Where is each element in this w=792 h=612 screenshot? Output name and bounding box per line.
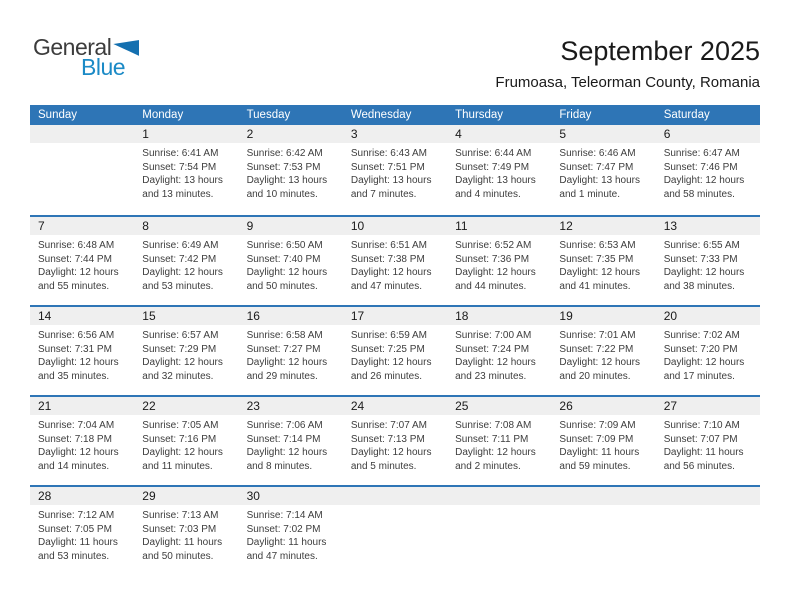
day-detail-line: Sunset: 7:31 PM xyxy=(38,343,112,355)
day-details xyxy=(551,235,655,293)
date-number: 17 xyxy=(343,307,447,325)
day-detail-line: Sunrise: 6:59 AM xyxy=(350,330,427,341)
day-detail-line: Daylight: 13 hours and 13 minutes. xyxy=(142,175,223,200)
day-detail-line: Sunrise: 6:49 AM xyxy=(142,240,219,251)
date-number: 26 xyxy=(551,397,655,415)
date-number: 16 xyxy=(239,307,343,325)
day-detail-line: Sunset: 7:47 PM xyxy=(559,161,634,173)
day-detail-line: Daylight: 12 hours and 38 minutes. xyxy=(663,267,745,292)
day-detail-line: Daylight: 12 hours and 44 minutes. xyxy=(455,267,536,292)
date-number xyxy=(343,487,447,505)
day-details xyxy=(343,415,447,473)
week-row xyxy=(30,305,760,395)
day-details xyxy=(551,415,655,473)
day-details xyxy=(656,143,760,201)
day-detail-line: Sunset: 7:38 PM xyxy=(350,253,425,265)
day-details xyxy=(656,415,760,473)
day-details xyxy=(239,235,343,293)
day-detail-line: Sunrise: 6:46 AM xyxy=(559,148,636,159)
day-detail-line: Sunrise: 6:55 AM xyxy=(663,240,740,251)
day-cell xyxy=(134,307,238,395)
day-detail-line: Daylight: 13 hours and 10 minutes. xyxy=(246,175,328,200)
calendar-grid xyxy=(30,125,760,575)
day-details xyxy=(343,325,447,383)
weekday-header-sunday: Sunday xyxy=(38,109,78,121)
day-detail-line: Daylight: 12 hours and 23 minutes. xyxy=(455,357,536,382)
date-number: 13 xyxy=(656,217,760,235)
date-number: 9 xyxy=(239,217,343,235)
day-cell xyxy=(343,125,447,215)
day-detail-line: Sunrise: 7:10 AM xyxy=(663,420,740,431)
day-detail-line: Sunset: 7:02 PM xyxy=(246,523,321,535)
date-number: 15 xyxy=(134,307,238,325)
day-details xyxy=(134,505,238,563)
date-number: 12 xyxy=(551,217,655,235)
weekday-header-wednesday: Wednesday xyxy=(350,109,412,121)
logo-text-general: General xyxy=(33,34,112,60)
day-detail-line: Sunset: 7:18 PM xyxy=(38,433,112,445)
day-detail-line: Sunset: 7:09 PM xyxy=(559,433,634,445)
day-detail-line: Sunset: 7:25 PM xyxy=(350,343,425,355)
date-number xyxy=(447,487,551,505)
day-cell xyxy=(30,397,134,485)
day-detail-line: Sunrise: 6:50 AM xyxy=(246,240,323,251)
day-cell xyxy=(30,487,134,575)
weekday-header-row xyxy=(30,105,760,125)
day-detail-line: Sunrise: 6:51 AM xyxy=(350,240,427,251)
day-details xyxy=(134,143,238,201)
date-number: 1 xyxy=(134,125,238,143)
day-detail-line: Sunset: 7:53 PM xyxy=(246,161,321,173)
date-number: 6 xyxy=(656,125,760,143)
week-row xyxy=(30,395,760,485)
day-cell xyxy=(656,397,760,485)
day-detail-line: Sunrise: 7:02 AM xyxy=(663,330,740,341)
day-detail-line: Daylight: 11 hours and 53 minutes. xyxy=(38,537,118,562)
day-cell xyxy=(343,307,447,395)
date-number: 28 xyxy=(30,487,134,505)
day-cell xyxy=(447,397,551,485)
day-cell xyxy=(30,307,134,395)
day-detail-line: Sunrise: 6:57 AM xyxy=(142,330,219,341)
day-detail-line: Sunset: 7:22 PM xyxy=(559,343,634,355)
day-detail-line: Sunrise: 6:41 AM xyxy=(142,148,219,159)
day-cell xyxy=(551,125,655,215)
day-detail-line: Daylight: 13 hours and 4 minutes. xyxy=(455,175,536,200)
day-cell xyxy=(551,397,655,485)
empty-day-cell xyxy=(343,487,447,575)
day-cell xyxy=(656,217,760,305)
week-row xyxy=(30,215,760,305)
day-detail-line: Sunset: 7:42 PM xyxy=(142,253,217,265)
empty-day-cell xyxy=(30,125,134,215)
date-number: 24 xyxy=(343,397,447,415)
day-cell xyxy=(134,217,238,305)
day-cell xyxy=(343,217,447,305)
date-number: 20 xyxy=(656,307,760,325)
day-detail-line: Sunrise: 6:48 AM xyxy=(38,240,115,251)
day-cell xyxy=(239,217,343,305)
day-detail-line: Sunrise: 7:08 AM xyxy=(455,420,532,431)
day-cell xyxy=(447,307,551,395)
day-details xyxy=(239,505,343,563)
day-details xyxy=(30,505,134,563)
date-number: 14 xyxy=(30,307,134,325)
day-details xyxy=(30,235,134,293)
day-details xyxy=(134,325,238,383)
day-detail-line: Daylight: 11 hours and 50 minutes. xyxy=(142,537,223,562)
day-cell xyxy=(343,397,447,485)
date-number: 11 xyxy=(447,217,551,235)
day-detail-line: Sunset: 7:44 PM xyxy=(38,253,112,265)
day-detail-line: Sunset: 7:03 PM xyxy=(142,523,217,535)
date-number: 3 xyxy=(343,125,447,143)
day-detail-line: Sunrise: 7:14 AM xyxy=(246,510,323,521)
day-detail-line: Daylight: 12 hours and 58 minutes. xyxy=(663,175,745,200)
date-number xyxy=(30,125,134,143)
weekday-header-monday: Monday xyxy=(142,109,184,121)
day-details xyxy=(134,235,238,293)
day-detail-line: Sunrise: 7:09 AM xyxy=(559,420,636,431)
day-detail-line: Sunset: 7:54 PM xyxy=(142,161,217,173)
day-detail-line: Sunrise: 7:01 AM xyxy=(559,330,636,341)
day-detail-line: Daylight: 11 hours and 56 minutes. xyxy=(663,447,744,472)
weekday-header-friday: Friday xyxy=(559,109,592,121)
day-detail-line: Daylight: 12 hours and 29 minutes. xyxy=(246,357,328,382)
day-detail-line: Daylight: 12 hours and 55 minutes. xyxy=(38,267,119,292)
day-detail-line: Sunset: 7:49 PM xyxy=(455,161,530,173)
day-detail-line: Daylight: 12 hours and 2 minutes. xyxy=(455,447,536,472)
day-detail-line: Sunset: 7:46 PM xyxy=(663,161,738,173)
weekday-header-saturday: Saturday xyxy=(663,109,710,121)
day-details xyxy=(30,325,134,383)
date-number: 23 xyxy=(239,397,343,415)
day-detail-line: Sunset: 7:20 PM xyxy=(663,343,738,355)
day-detail-line: Daylight: 12 hours and 8 minutes. xyxy=(246,447,328,472)
empty-day-cell xyxy=(447,487,551,575)
day-details xyxy=(447,325,551,383)
day-detail-line: Sunset: 7:40 PM xyxy=(246,253,321,265)
day-detail-line: Sunset: 7:13 PM xyxy=(350,433,425,445)
day-detail-line: Daylight: 12 hours and 32 minutes. xyxy=(142,357,223,382)
date-number: 10 xyxy=(343,217,447,235)
day-detail-line: Sunrise: 7:06 AM xyxy=(246,420,323,431)
day-details xyxy=(343,143,447,201)
day-detail-line: Sunset: 7:33 PM xyxy=(663,253,738,265)
logo-text-blue: Blue xyxy=(81,54,126,80)
day-cell xyxy=(551,217,655,305)
day-details xyxy=(656,235,760,293)
day-detail-line: Daylight: 12 hours and 20 minutes. xyxy=(559,357,641,382)
day-detail-line: Daylight: 12 hours and 47 minutes. xyxy=(350,267,432,292)
day-detail-line: Sunrise: 7:12 AM xyxy=(38,510,115,521)
day-detail-line: Sunrise: 6:43 AM xyxy=(350,148,427,159)
day-detail-line: Daylight: 13 hours and 7 minutes. xyxy=(350,175,432,200)
day-detail-line: Sunset: 7:24 PM xyxy=(455,343,530,355)
day-detail-line: Sunset: 7:11 PM xyxy=(455,433,529,445)
day-cell xyxy=(447,125,551,215)
day-details xyxy=(30,415,134,473)
day-detail-line: Sunrise: 7:04 AM xyxy=(38,420,115,431)
date-number: 19 xyxy=(551,307,655,325)
title-block xyxy=(495,36,760,92)
day-detail-line: Sunrise: 6:58 AM xyxy=(246,330,323,341)
day-detail-line: Sunset: 7:29 PM xyxy=(142,343,217,355)
empty-day-cell xyxy=(656,487,760,575)
day-detail-line: Daylight: 11 hours and 59 minutes. xyxy=(559,447,640,472)
day-detail-line: Sunset: 7:07 PM xyxy=(663,433,738,445)
date-number: 25 xyxy=(447,397,551,415)
date-number: 30 xyxy=(239,487,343,505)
day-detail-line: Daylight: 13 hours and 1 minute. xyxy=(559,175,641,200)
day-details xyxy=(447,235,551,293)
empty-day-cell xyxy=(551,487,655,575)
day-cell xyxy=(239,307,343,395)
day-detail-line: Daylight: 12 hours and 17 minutes. xyxy=(663,357,745,382)
date-number: 8 xyxy=(134,217,238,235)
weekday-header-tuesday: Tuesday xyxy=(246,109,291,121)
day-detail-line: Sunset: 7:16 PM xyxy=(142,433,217,445)
day-cell xyxy=(134,125,238,215)
day-cell xyxy=(239,125,343,215)
day-details xyxy=(447,415,551,473)
day-detail-line: Daylight: 11 hours and 47 minutes. xyxy=(246,537,327,562)
day-detail-line: Sunset: 7:35 PM xyxy=(559,253,634,265)
day-details xyxy=(447,143,551,201)
date-number xyxy=(656,487,760,505)
date-number: 2 xyxy=(239,125,343,143)
day-detail-line: Sunset: 7:36 PM xyxy=(455,253,530,265)
weekday-header-thursday: Thursday xyxy=(455,109,504,121)
day-cell xyxy=(134,397,238,485)
week-row xyxy=(30,485,760,575)
day-cell xyxy=(551,307,655,395)
day-cell xyxy=(447,217,551,305)
day-detail-line: Sunrise: 6:44 AM xyxy=(455,148,532,159)
day-details xyxy=(134,415,238,473)
week-row xyxy=(30,125,760,215)
day-detail-line: Sunrise: 6:52 AM xyxy=(455,240,532,251)
day-cell xyxy=(656,125,760,215)
day-detail-line: Sunrise: 7:05 AM xyxy=(142,420,219,431)
day-detail-line: Daylight: 12 hours and 50 minutes. xyxy=(246,267,328,292)
date-number: 7 xyxy=(30,217,134,235)
general-blue-logo xyxy=(33,36,139,78)
calendar-table xyxy=(30,105,760,575)
date-number: 5 xyxy=(551,125,655,143)
day-detail-line: Sunrise: 7:13 AM xyxy=(142,510,219,521)
day-details xyxy=(551,143,655,201)
day-cell xyxy=(134,487,238,575)
day-details xyxy=(656,325,760,383)
day-detail-line: Daylight: 12 hours and 41 minutes. xyxy=(559,267,641,292)
date-number: 29 xyxy=(134,487,238,505)
day-details xyxy=(343,235,447,293)
day-detail-line: Sunrise: 7:07 AM xyxy=(350,420,427,431)
date-number: 22 xyxy=(134,397,238,415)
date-number: 18 xyxy=(447,307,551,325)
day-detail-line: Sunrise: 6:53 AM xyxy=(559,240,636,251)
day-detail-line: Daylight: 12 hours and 26 minutes. xyxy=(350,357,432,382)
day-detail-line: Daylight: 12 hours and 35 minutes. xyxy=(38,357,119,382)
day-detail-line: Sunrise: 6:56 AM xyxy=(38,330,115,341)
day-details xyxy=(551,325,655,383)
date-number: 4 xyxy=(447,125,551,143)
day-detail-line: Daylight: 12 hours and 11 minutes. xyxy=(142,447,223,472)
date-number: 21 xyxy=(30,397,134,415)
day-cell xyxy=(656,307,760,395)
page-subtitle: Frumoasa, Teleorman County, Romania xyxy=(495,74,760,91)
day-detail-line: Sunset: 7:27 PM xyxy=(246,343,321,355)
page-title: September 2025 xyxy=(560,36,760,66)
day-detail-line: Daylight: 12 hours and 14 minutes. xyxy=(38,447,119,472)
date-number: 27 xyxy=(656,397,760,415)
day-details xyxy=(239,415,343,473)
day-cell xyxy=(239,487,343,575)
day-cell xyxy=(30,217,134,305)
day-cell xyxy=(239,397,343,485)
day-detail-line: Sunset: 7:05 PM xyxy=(38,523,112,535)
day-detail-line: Sunset: 7:14 PM xyxy=(246,433,321,445)
day-detail-line: Daylight: 12 hours and 5 minutes. xyxy=(350,447,432,472)
day-detail-line: Sunrise: 6:42 AM xyxy=(246,148,323,159)
day-detail-line: Sunset: 7:51 PM xyxy=(350,161,425,173)
date-number xyxy=(551,487,655,505)
day-detail-line: Sunrise: 6:47 AM xyxy=(663,148,740,159)
day-details xyxy=(239,143,343,201)
day-detail-line: Sunrise: 7:00 AM xyxy=(455,330,532,341)
day-details xyxy=(239,325,343,383)
day-detail-line: Daylight: 12 hours and 53 minutes. xyxy=(142,267,223,292)
